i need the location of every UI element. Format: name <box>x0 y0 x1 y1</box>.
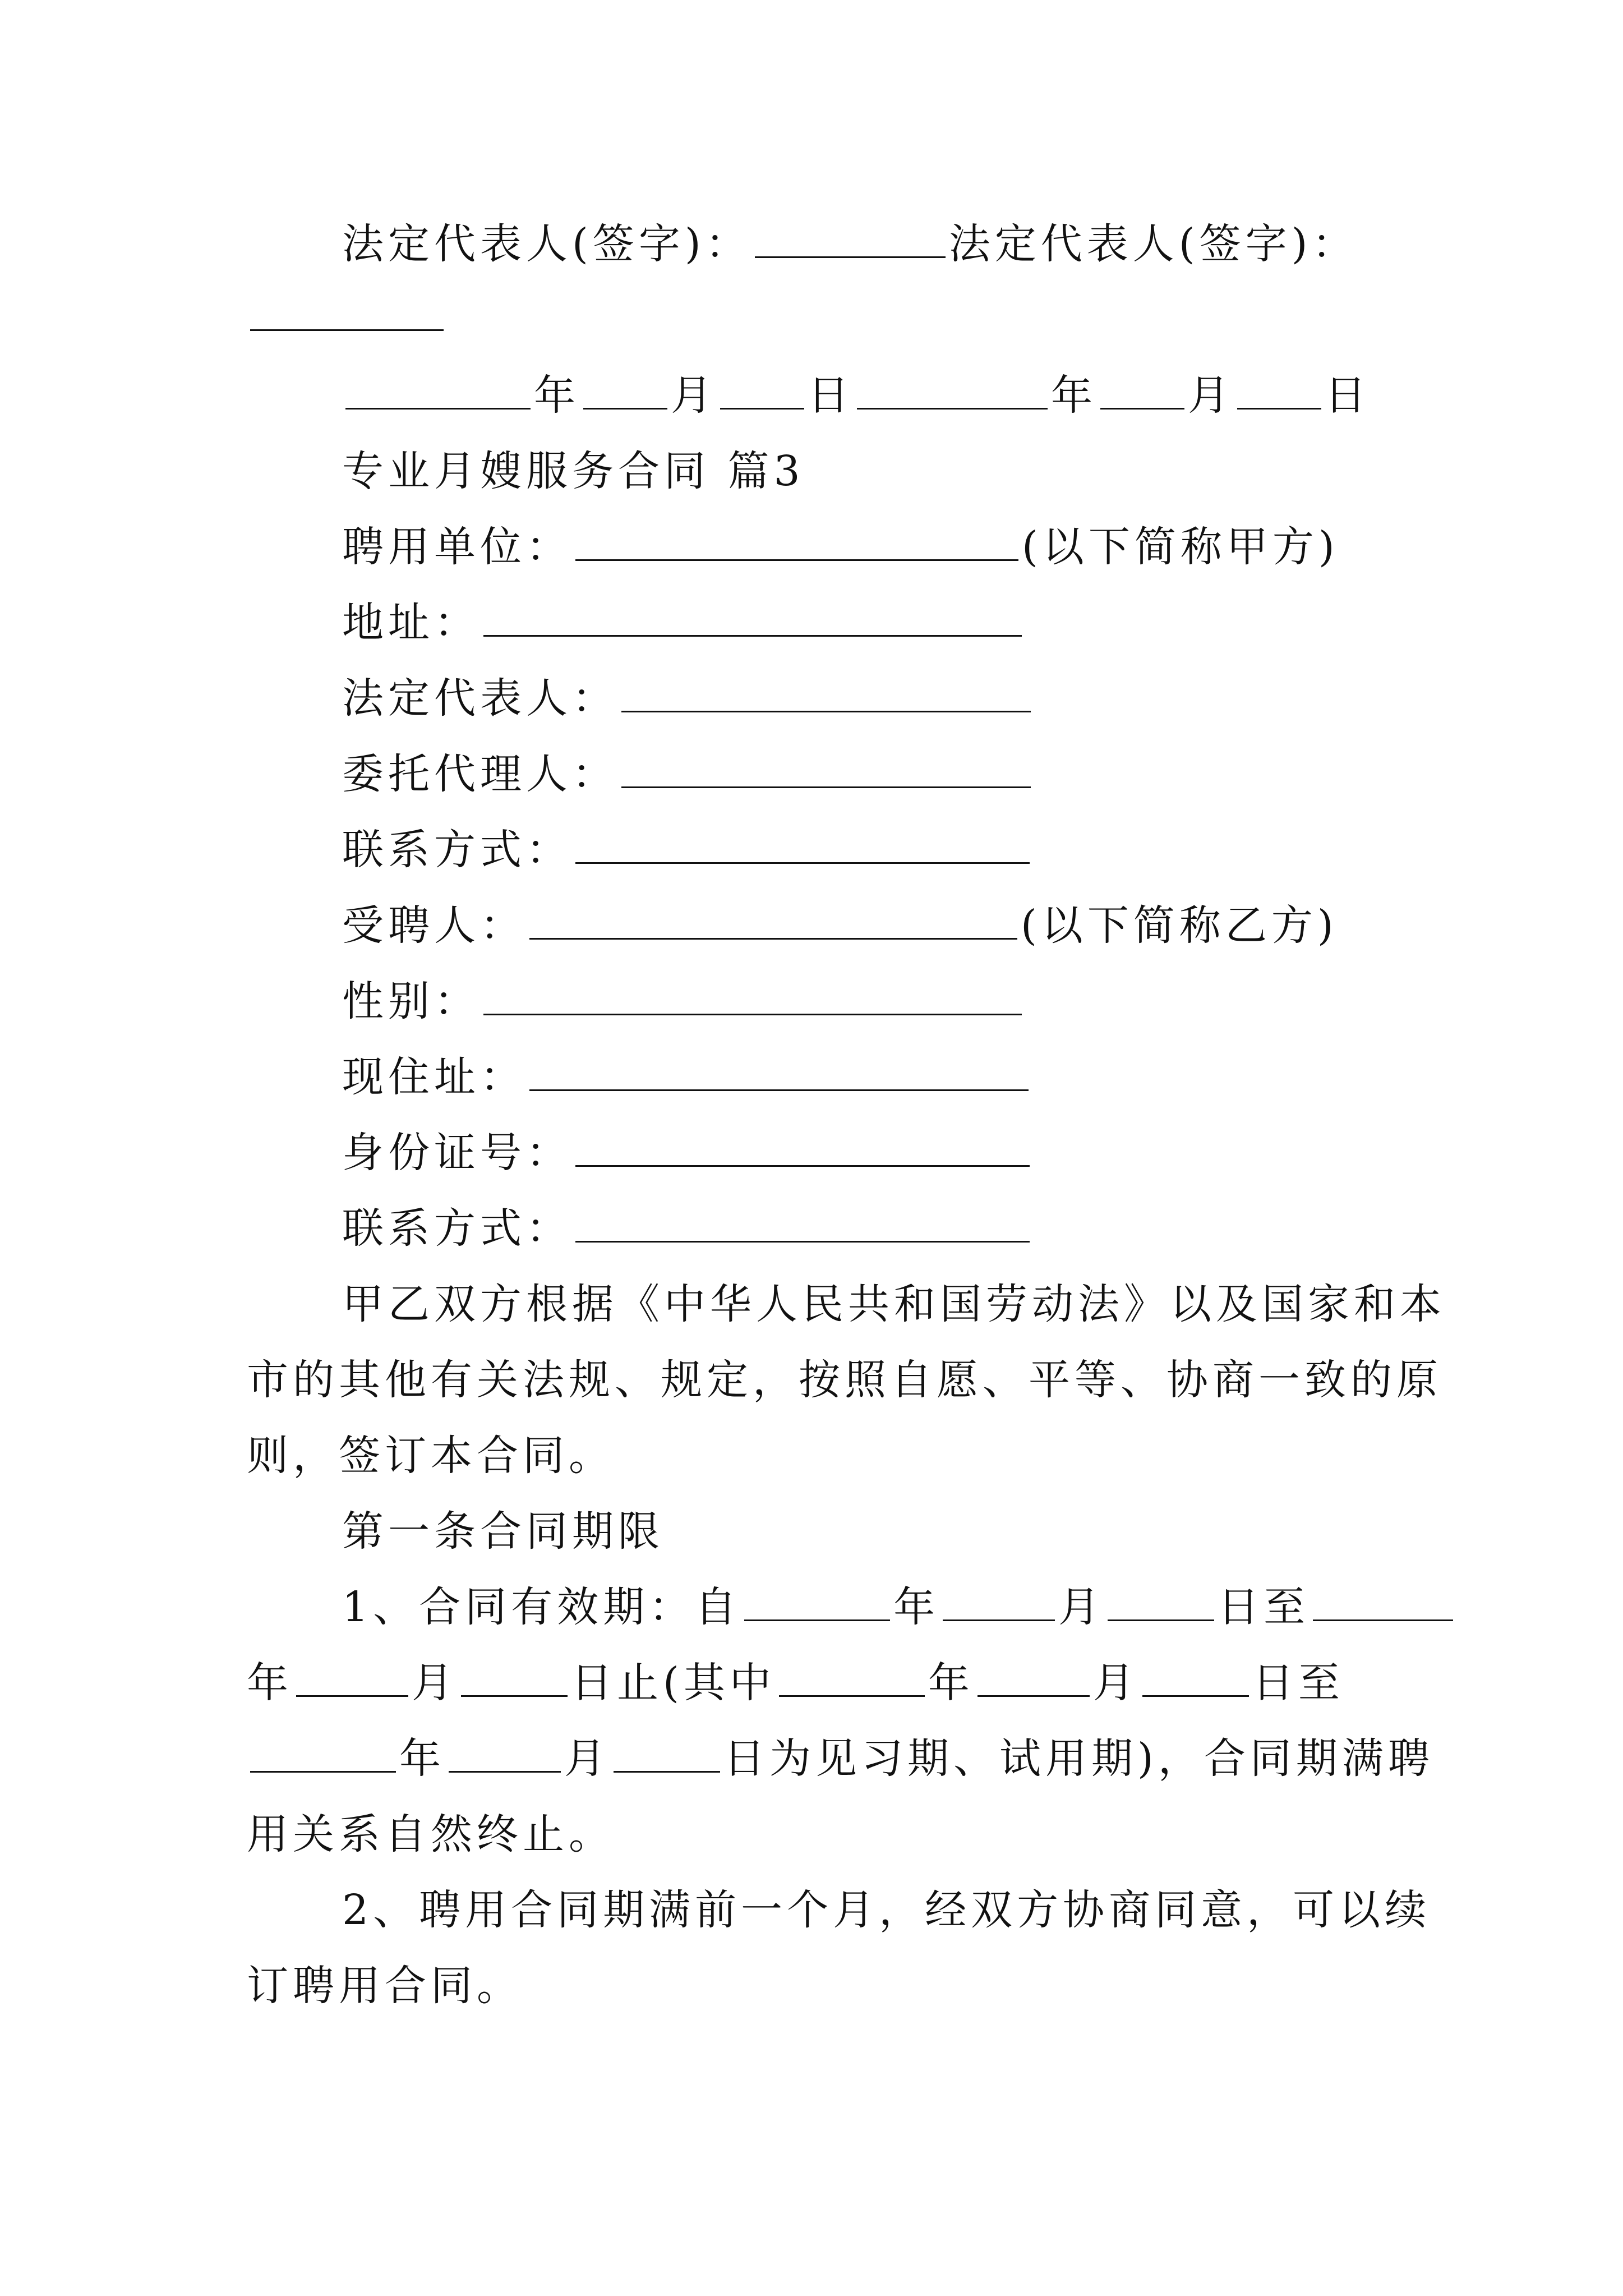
address-row <box>342 597 1025 648</box>
term-start-year-blank[interactable] <box>744 1585 890 1621</box>
section-title: 专业月嫂服务合同 篇3 <box>342 447 805 495</box>
month-label: 月 <box>671 371 717 420</box>
month-label: 月 <box>1058 1583 1105 1631</box>
contact-b-label: 联系方式： <box>342 1204 572 1253</box>
to-label: 日至 <box>1252 1659 1344 1707</box>
date-a-month-blank[interactable] <box>583 373 667 409</box>
residence-row <box>342 1052 1032 1102</box>
residence-blank[interactable] <box>529 1055 1029 1091</box>
year-label: 年 <box>928 1659 974 1707</box>
term-end-day-blank[interactable] <box>461 1660 568 1697</box>
renewal-line-1: 2、聘用合同期满前一个月，经双方协商同意，可以续 <box>342 1886 1431 1934</box>
rep-b-signature-blank[interactable] <box>250 295 444 331</box>
address-blank[interactable] <box>483 600 1022 637</box>
term-line-2 <box>247 1658 1344 1708</box>
year-label: 年 <box>247 1659 293 1707</box>
employee-label: 受聘人： <box>342 901 526 950</box>
article-1-title: 第一条合同期限 <box>342 1507 664 1556</box>
term-end-month-blank[interactable] <box>296 1660 408 1697</box>
gender-label: 性别： <box>342 977 480 1025</box>
until-label: 日止(其中 <box>571 1659 776 1707</box>
legal-rep-blank[interactable] <box>621 676 1031 712</box>
year-label: 年 <box>1051 371 1097 420</box>
term-start-label: 1、合同有效期：自 <box>342 1583 741 1631</box>
date-a-year-blank[interactable] <box>345 373 531 409</box>
term-start-day-blank[interactable] <box>1108 1585 1214 1621</box>
term-start-month-blank[interactable] <box>943 1585 1055 1621</box>
date-row <box>342 370 1371 421</box>
renewal-line-2: 订聘用合同。 <box>247 1962 523 2010</box>
legal-rep-row <box>342 673 1034 724</box>
month-label: 月 <box>1188 371 1234 420</box>
date-b-year-blank[interactable] <box>857 373 1048 409</box>
agent-blank[interactable] <box>621 752 1031 788</box>
contact-a-row <box>342 825 1033 875</box>
employer-label: 聘用单位： <box>342 523 572 571</box>
probation-end-month-blank[interactable] <box>449 1736 561 1773</box>
day-label: 日 <box>1325 371 1371 420</box>
preamble-line-3: 则，签订本合同。 <box>247 1432 615 1480</box>
year-label: 年 <box>399 1734 445 1783</box>
term-line-4: 用关系自然终止。 <box>247 1810 615 1858</box>
rep-b-signature-row <box>247 292 447 342</box>
year-label: 年 <box>893 1583 940 1631</box>
date-b-month-blank[interactable] <box>1100 373 1184 409</box>
id-row <box>342 1128 1033 1178</box>
to-label: 日至 <box>1218 1583 1310 1631</box>
employee-row <box>342 900 1338 951</box>
rep-a-signature-blank[interactable] <box>755 222 946 258</box>
month-label: 月 <box>412 1659 458 1707</box>
agent-label: 委托代理人： <box>342 750 618 798</box>
probation-end-day-blank[interactable] <box>614 1736 720 1773</box>
id-blank[interactable] <box>575 1130 1030 1167</box>
address-label: 地址： <box>342 599 480 647</box>
year-label: 年 <box>534 371 580 420</box>
employee-suffix: (以下简称乙方) <box>1021 901 1338 950</box>
contact-a-blank[interactable] <box>575 827 1030 864</box>
preamble-line-2: 市的其他有关法规、规定，按照自愿、平等、协商一致的原 <box>247 1356 1442 1404</box>
term-end-year-blank[interactable] <box>1313 1585 1453 1621</box>
month-label: 月 <box>1092 1659 1139 1707</box>
agent-row <box>342 749 1034 799</box>
legal-rep-label: 法定代表人： <box>342 674 618 723</box>
date-b-day-blank[interactable] <box>1237 373 1321 409</box>
signature-row <box>342 219 1358 269</box>
gender-row <box>342 976 1025 1027</box>
employer-suffix: (以下简称甲方) <box>1022 523 1339 571</box>
gender-blank[interactable] <box>483 979 1022 1015</box>
id-label: 身份证号： <box>342 1129 572 1177</box>
probation-start-year-blank[interactable] <box>779 1660 925 1697</box>
date-a-day-blank[interactable] <box>720 373 804 409</box>
day-label: 日 <box>808 371 854 420</box>
probation-start-day-blank[interactable] <box>1142 1660 1249 1697</box>
rep-b-label: 法定代表人(签字)： <box>948 220 1358 268</box>
term-line-3 <box>247 1733 1434 1784</box>
probation-start-month-blank[interactable] <box>978 1660 1090 1697</box>
contact-a-label: 联系方式： <box>342 826 572 874</box>
rep-a-label: 法定代表人(签字)： <box>342 220 751 268</box>
probation-end-year-blank[interactable] <box>250 1736 396 1773</box>
contact-b-blank[interactable] <box>575 1206 1030 1243</box>
month-label: 月 <box>564 1734 610 1783</box>
contact-b-row <box>342 1203 1033 1254</box>
employer-row <box>342 522 1339 572</box>
preamble-line-1: 甲乙双方根据《中华人民共和国劳动法》以及国家和本 <box>342 1280 1446 1328</box>
employer-blank[interactable] <box>575 524 1018 561</box>
probation-tail: 日为见习期、试用期)，合同期满聘 <box>723 1734 1434 1783</box>
employee-blank[interactable] <box>529 903 1017 940</box>
term-line-1 <box>342 1582 1456 1632</box>
residence-label: 现住址： <box>342 1053 526 1101</box>
